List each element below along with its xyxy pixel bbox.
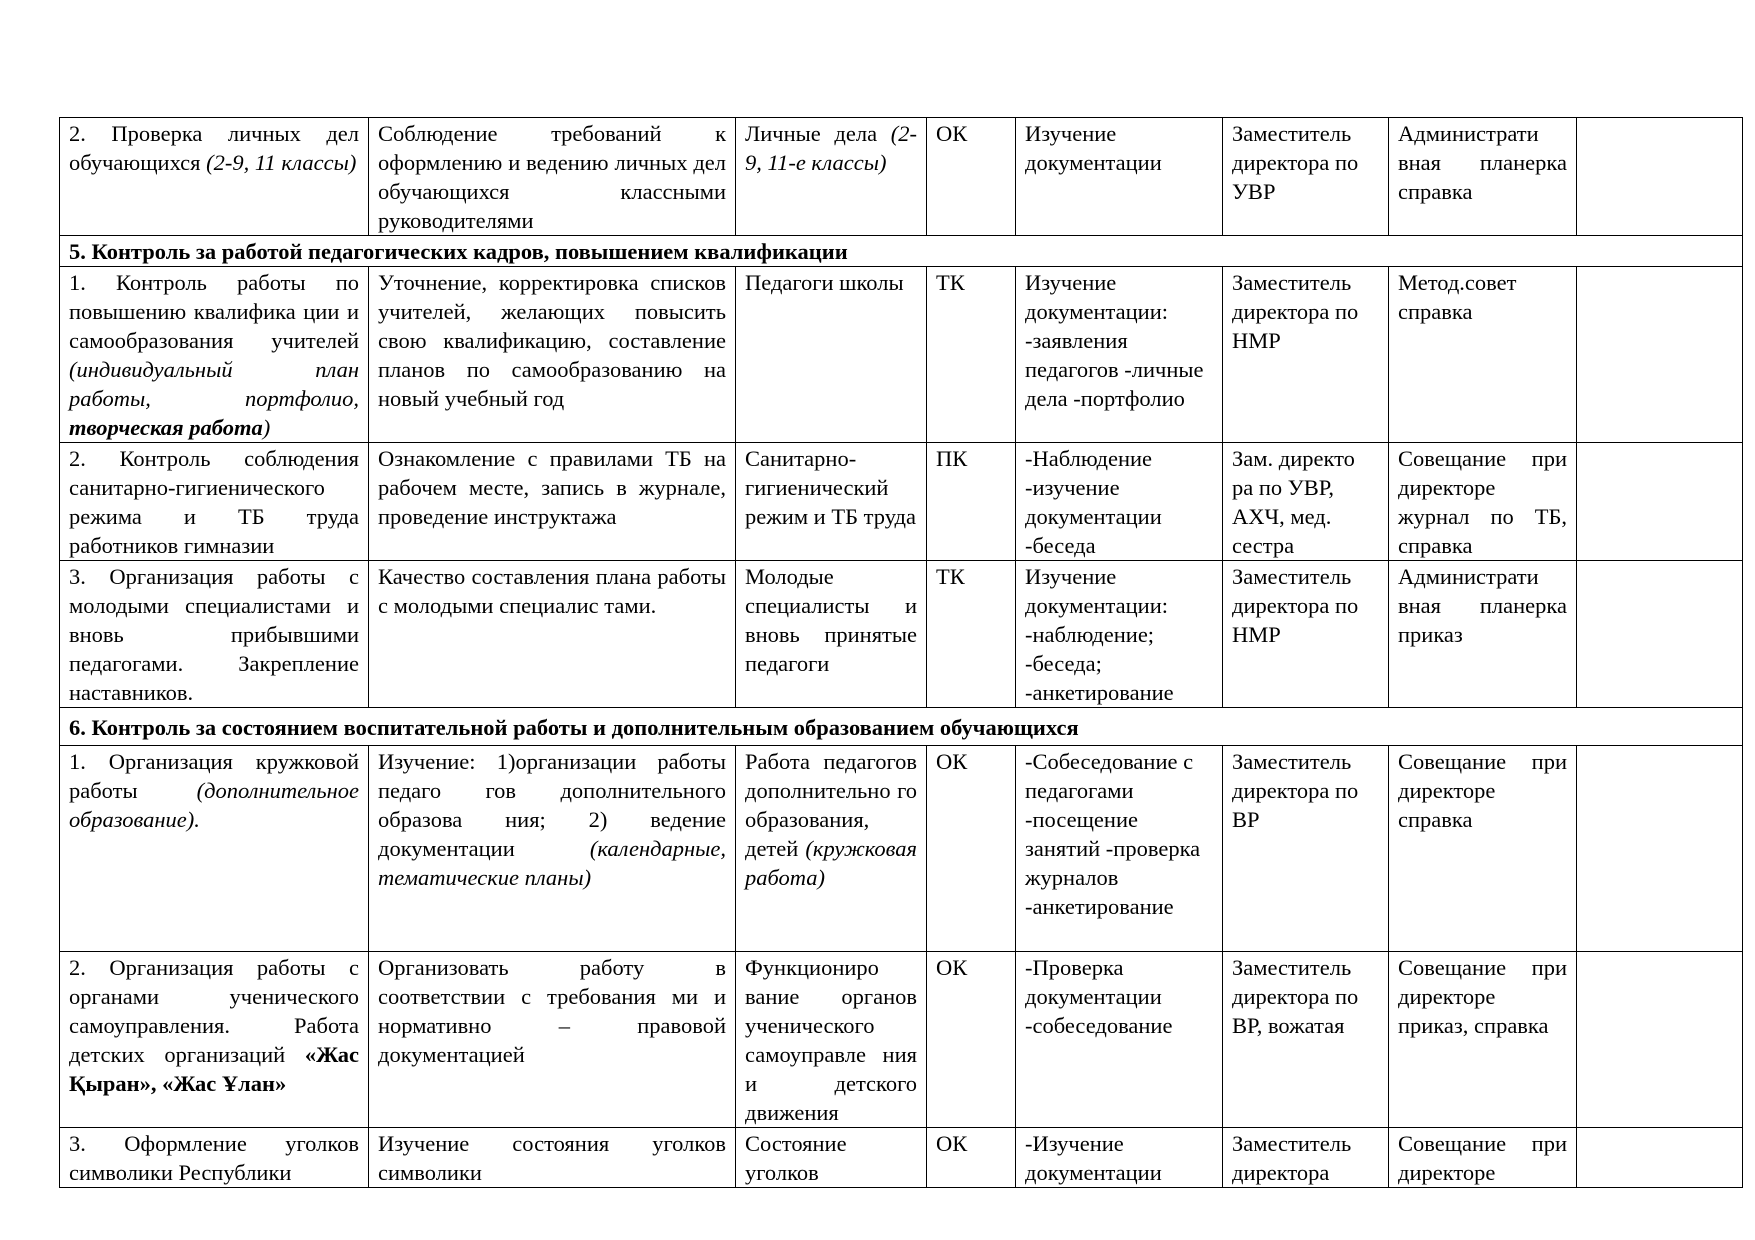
responsible-cell [1223,746,1389,952]
cell-text: ОК [936,955,968,980]
cell-text: «Жас Қыран», «Жас Ұлан» [69,1042,359,1096]
cell-text: ОК [936,121,968,146]
cell-text: 2. Контроль соблюдения санитарно-гигиенического режима и ТБ труда работников гимназии [69,446,359,558]
cell-text: -Собеседование с педагогами -посещение занятий -проверка журналов -анкетирование [1025,749,1201,919]
cell-text: Качество составления плана работы с молодыми специалис тами. [378,564,726,618]
notes-cell [1577,443,1743,561]
table-row [60,118,1743,236]
cell-text: ТК [936,564,965,589]
cell-text: Заместитель директора по НМР [1232,270,1359,353]
control-subject-cell [736,118,927,236]
control-type-cell [927,1128,1016,1188]
cell-text: Изучение: 1)организации работы педаго гов дополнительного образова ния; 2) ведение документации [378,749,726,861]
result-cell [1389,561,1577,708]
control-purpose-cell [369,443,736,561]
cell-text: ) [262,415,271,440]
control-type-cell [927,952,1016,1128]
notes-cell [1577,1128,1743,1188]
control-object-cell [60,1128,369,1188]
control-method-cell [1016,118,1223,236]
cell-text: Молодые специалисты и вновь принятые педагоги [745,564,917,676]
cell-text: 1. Контроль работы по повышению квалифика ции и самообразования учителей [69,270,359,353]
control-method-cell [1016,746,1223,952]
control-method-cell [1016,952,1223,1128]
control-subject-cell [736,561,927,708]
control-purpose-cell [369,952,736,1128]
cell-text: Изучение документации: -наблюдение; -беседа; -анкетирование [1025,564,1174,705]
responsible-cell [1223,561,1389,708]
result-cell [1389,746,1577,952]
responsible-cell [1223,118,1389,236]
control-type-cell [927,561,1016,708]
cell-text: Организовать работу в соответствии с требования ми и нормативно – правовой документацией [378,955,726,1067]
control-purpose-cell [369,561,736,708]
cell-text: ПК [936,446,968,471]
cell-text: Совещание при директоре журнал по ТБ, справка [1398,446,1567,558]
cell-text: (кружковая работа) [745,836,917,890]
control-type-cell [927,746,1016,952]
table-row [60,561,1743,708]
cell-text: ОК [936,749,968,774]
cell-text: Ознакомление с правилами ТБ на рабочем месте, запись в журнале, проведение инструктажа [378,446,726,529]
control-subject-cell [736,1128,927,1188]
control-subject-cell [736,746,927,952]
control-purpose-cell [369,1128,736,1188]
table-row [60,443,1743,561]
cell-text: Педагоги школы [745,270,904,295]
control-type-cell [927,118,1016,236]
cell-text: Заместитель директора [1232,1131,1352,1185]
responsible-cell [1223,267,1389,443]
control-subject-cell [736,443,927,561]
control-subject-cell [736,267,927,443]
responsible-cell [1223,952,1389,1128]
cell-text: 1. Организация кружковой работы [69,749,359,803]
control-type-cell [927,267,1016,443]
section-title: 5. Контроль за работой педагогических кадров, повышением квалификации [60,236,1743,267]
cell-text: Администрати вная планерка приказ [1398,564,1567,647]
cell-text: Заместитель директора по ВР, вожатая [1232,955,1359,1038]
cell-text: Личные дела [745,121,891,146]
cell-text: -Проверка документации -собеседование [1025,955,1173,1038]
cell-text: -Наблюдение -изучение документации -беседа [1025,446,1162,558]
control-method-cell [1016,1128,1223,1188]
notes-cell [1577,267,1743,443]
cell-text: Соблюдение требований к оформлению и ведению личных дел обучающихся классными руководителями [378,121,726,233]
section-header-row [60,236,1743,267]
notes-cell [1577,118,1743,236]
result-cell [1389,267,1577,443]
cell-text: Совещание при директоре справка [1398,749,1567,832]
table-body [60,118,1743,1188]
cell-text: Заместитель директора по ВР [1232,749,1359,832]
cell-text: 3. Организация работы с молодыми специалистами и вновь прибывшими педагогами. Закрепление наставников. [69,564,359,705]
cell-text: Изучение документации [1025,121,1162,175]
control-subject-cell [736,952,927,1128]
cell-text: 2. Проверка личных дел обучающихся [69,121,359,175]
control-plan-table [59,117,1743,1188]
responsible-cell [1223,443,1389,561]
cell-text: (календарные, тематические планы) [378,836,726,890]
control-object-cell [60,443,369,561]
control-purpose-cell [369,267,736,443]
result-cell [1389,118,1577,236]
cell-text: (2-9, 11-е классы) [745,121,917,175]
control-object-cell [60,561,369,708]
table-row [60,952,1743,1128]
control-method-cell [1016,443,1223,561]
cell-text: Работа педагогов дополнительно го образования, детей [745,749,917,861]
cell-text: 2. Организация работы с органами ученического самоуправления. Работа детских организаций [69,955,359,1067]
result-cell [1389,443,1577,561]
cell-text: ОК [936,1131,968,1156]
result-cell [1389,952,1577,1128]
cell-text: (индивидуальный план работы, портфолио, [69,357,359,411]
cell-text: Изучение документации: -заявления педагогов -личные дела -портфолио [1025,270,1204,411]
cell-text: -Изучение документации [1025,1131,1162,1185]
cell-text: Совещание при директоре [1398,1131,1567,1185]
control-purpose-cell [369,746,736,952]
cell-text: (2-9, 11 классы) [206,150,357,175]
cell-text: ТК [936,270,965,295]
cell-text: Администрати вная планерка справка [1398,121,1567,204]
notes-cell [1577,561,1743,708]
table-row [60,746,1743,952]
cell-text: Состояние уголков [745,1131,847,1185]
control-method-cell [1016,267,1223,443]
cell-text: (дополнительное образование). [69,778,359,832]
responsible-cell [1223,1128,1389,1188]
result-cell [1389,1128,1577,1188]
control-method-cell [1016,561,1223,708]
section-title: 6. Контроль за состоянием воспитательной работы и дополнительным образованием обучающихся [60,708,1743,746]
table-row [60,1128,1743,1188]
cell-text: 3. Оформление уголков символики Республики [69,1131,359,1185]
cell-text: Санитарно-гигиенический режим и ТБ труда [745,446,916,529]
cell-text: Совещание при директоре приказ, справка [1398,955,1567,1038]
notes-cell [1577,746,1743,952]
control-type-cell [927,443,1016,561]
control-object-cell [60,267,369,443]
table-row [60,267,1743,443]
cell-text: творческая работа [69,415,263,440]
control-object-cell [60,746,369,952]
cell-text: Метод.совет справка [1398,270,1517,324]
cell-text: Уточнение, корректировка списков учителей, желающих повысить свою квалификацию, составление планов по самообразованию на новый учебный год [378,270,726,411]
cell-text: Зам. директо ра по УВР, АХЧ, мед. сестра [1232,446,1355,558]
control-object-cell [60,952,369,1128]
cell-text: Заместитель директора по УВР [1232,121,1359,204]
notes-cell [1577,952,1743,1128]
cell-text: Функциониро вание органов ученического самоуправле ния и детского движения [745,955,917,1125]
cell-text: Изучение состояния уголков символики [378,1131,726,1185]
cell-text: Заместитель директора по НМР [1232,564,1359,647]
section-header-row [60,708,1743,746]
control-purpose-cell [369,118,736,236]
control-object-cell [60,118,369,236]
